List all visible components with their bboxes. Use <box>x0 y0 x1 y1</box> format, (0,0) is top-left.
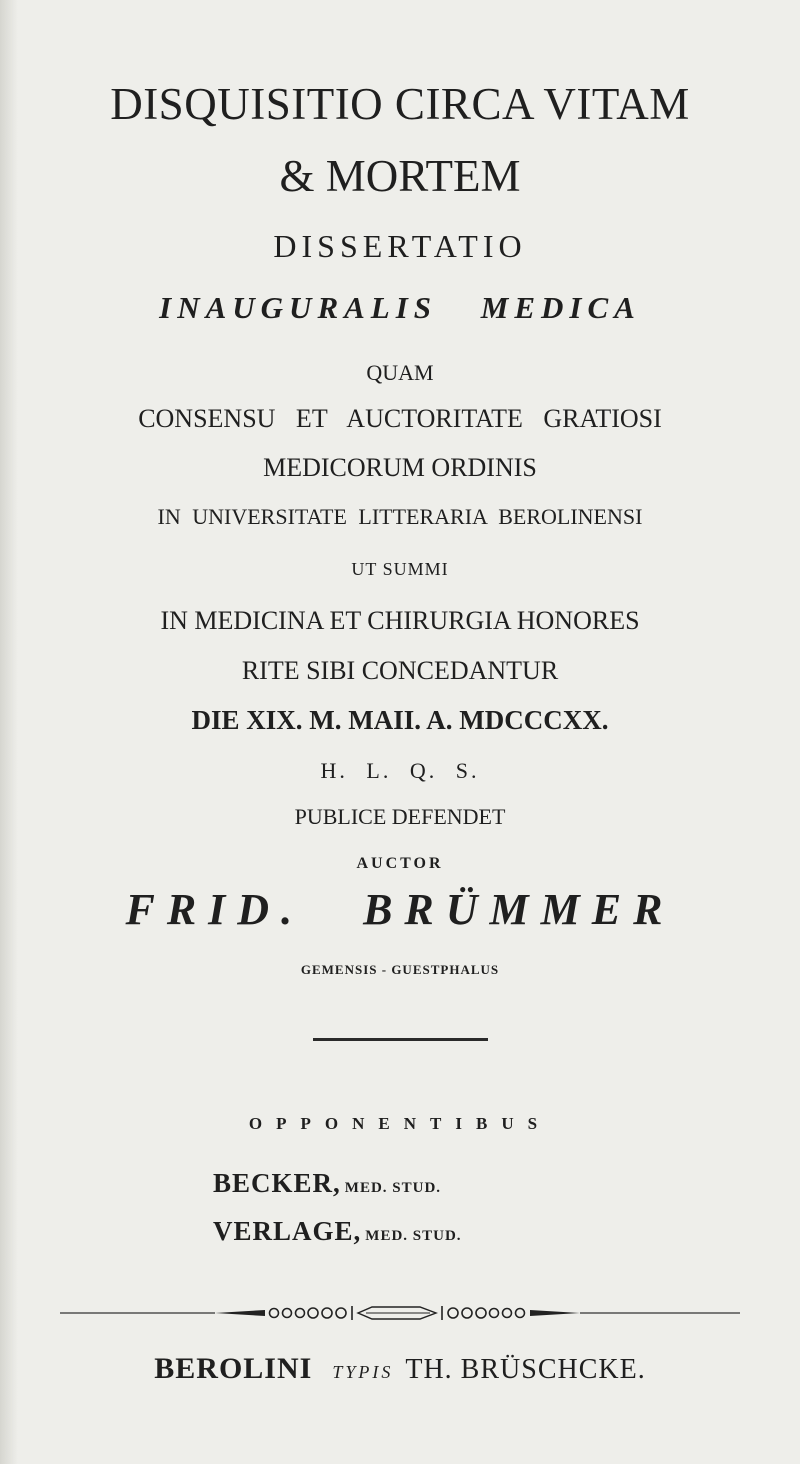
auctor-label: AUCTOR <box>356 855 444 872</box>
dissertatio-subheading: INAUGURALIS MEDICA <box>159 290 641 325</box>
author-origin: GEMENSIS - GUESTPHALUS <box>300 962 500 977</box>
concedantur-line: RITE SIBI CONCEDANTUR <box>241 656 559 685</box>
opponent-entry <box>213 1168 441 1199</box>
imprint-city: BEROLINI <box>154 1352 313 1385</box>
hlqs-line: H. L. Q. S. <box>320 758 480 783</box>
universitate-line: IN UNIVERSITATE LITTERARIA BEROLINENSI <box>157 504 643 529</box>
date-line: DIE XIX. M. MAII. A. MDCCCXX. <box>191 705 609 735</box>
opponent-role: MED. STUD. <box>365 1228 462 1244</box>
imprint-typis: TYPIS <box>332 1362 394 1382</box>
opponent-entry <box>213 1216 462 1247</box>
imprint-printer: TH. BRÜSCHCKE. <box>405 1354 646 1385</box>
honores-line: IN MEDICINA ET CHIRURGIA HONORES <box>160 606 640 635</box>
defendet-line: PUBLICE DEFENDET <box>294 804 506 829</box>
dissertatio-heading: DISSERTATIO <box>273 228 527 264</box>
quam-line: QUAM <box>366 360 434 385</box>
title-line-1: DISQUISITIO CIRCA VITAM <box>110 79 690 129</box>
opponent-role: MED. STUD. <box>344 1180 442 1196</box>
separator-rule <box>313 1038 488 1041</box>
consensu-line: CONSENSU ET AUCTORITATE GRATIOSI <box>138 404 662 433</box>
medicorum-line: MEDICORUM ORDINIS <box>263 453 537 482</box>
ut-summi-line: UT SUMMI <box>351 559 449 579</box>
imprint-line <box>0 1352 800 1386</box>
opponentibus-label: OPPONENTIBUS <box>248 1114 552 1133</box>
opponent-name: BECKER, <box>213 1168 341 1198</box>
title-line-2: & MORTEM <box>279 151 521 201</box>
author-name: FRID. BRÜMMER <box>125 885 675 934</box>
printers-ornament-rule <box>60 1304 740 1322</box>
opponent-name: VERLAGE, <box>213 1216 362 1246</box>
